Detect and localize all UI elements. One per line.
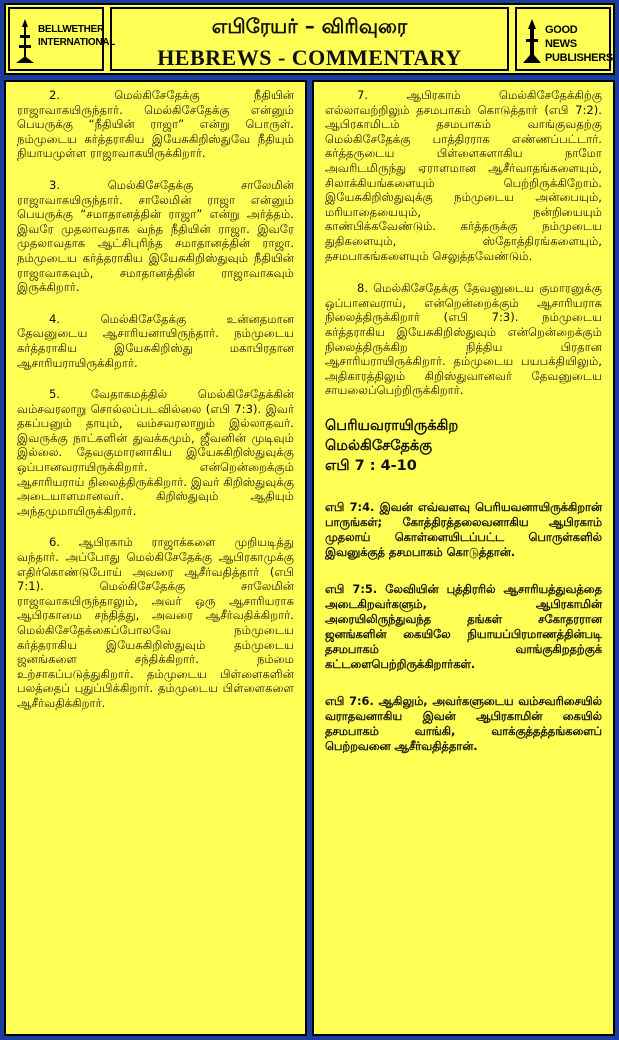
paragraph-5: 5. வேதாகமத்தில் மெல்கிசேதேக்கின் வம்சவரலாறு சொல்லப்படவில்லை (எபி 7:3). இவர் தகப்பனும் தாயும், வம்சவரலாறும் இல்லாதவர். இவருக்கு நாட்களின் துவக்கமும், ஜீவனின் முடிவும் இல்லை. தேவகுமாரனாகிய இயேசுகிறிஸ்துவுக்கு ஒப்பானவராயிருக்கிறார். என்றென்றைக்கும் ஆசாரியராய் நிலைத்திருக்கிறார். இவர் கிறிஸ்துவுக்கு அடையாளமானவர். கிறிஸ்துவும் ஆதியும் அந்தமுமாயிருக்கிறார். <box>17 387 294 518</box>
paragraph-8: 8. மெல்கிசேதேக்கு தேவனுடைய குமாரனுக்கு ஒப்பானவராய், என்றென்றைக்கும் ஆசாரியராக நிலைத்திருக்கிறார் (எபி 7:3). நம்முடைய கர்த்தராகிய இயேசுகிறிஸ்துவும் என்றென்றைக்கும் நிலைத்திருக்கிற நித்திய பிரதான ஆசாரியராயிருக்கிறார். தம்முடைய பயபக்தியிலும், அதிகாரத்திலும் கிறிஸ்துவானவர் தேவனுடைய சாயலைப்பெற்றிருக்கிறார். <box>325 281 602 398</box>
section-heading <box>325 416 602 476</box>
left-logo-line-2: INTERNATIONAL <box>38 37 116 48</box>
paragraph-7: 7. ஆபிரகாம் மெல்கிசேதேக்கிற்கு எல்லாவற்றிலும் தசமபாகம் கொடுத்தார் (எபி 7:2). ஆபிரகாமிடம் தசமபாகம் வாங்குவதற்கு மெல்கிசேதேக்கு பாத்திரராக எண்ணப்பட்டார். கர்த்தருடைய பிள்ளைகளாகிய நாமோ அவரிடமிருந்து ஏராளமான ஆசீர்வாதங்களையும், சிலாக்கியங்களையும் பெற்றிருக்கிறோம். இயேசுகிறிஸ்துவுக்கு நம்முடைய அன்பையும், மரியாதையையும், நன்றியையும் காண்பிக்கவேண்டும். கர்த்தருக்கு நம்முடைய துதிகளையும், ஸ்தோத்திரங்களையும், தசமபாகங்களையும் செலுத்தவேண்டும். <box>325 88 602 263</box>
section-heading-reference: எபி 7 : 4-10 <box>325 457 417 474</box>
bellwether-logo <box>8 7 116 71</box>
left-logo-line-1: BELLWETHER <box>38 24 104 35</box>
paragraph-2: 2. மெல்கிசேதேக்கு நீதியின் ராஜாவாகயிருந்தார். மெல்கிசேதேக்கு என்னும் பெயருக்கு “நீதியின் ராஜா” என்று பொருள். நம்முடைய கர்த்தராகிய இயேசுகிறிஸ்துவே நீதியும் நியாயமுள்ள ராஜாவாகயிருக்கிறார். <box>17 88 294 161</box>
page-title-english: HEBREWS - COMMENTARY <box>157 45 462 70</box>
title-box <box>110 7 509 71</box>
bell-tower-icon <box>14 17 36 65</box>
verse-7-4: எபி 7:4. இவன் எவ்வளவு பெரியவனாயிருக்கிறான் பாருங்கள்; கோத்திரத்தலைவனாகிய ஆபிரகாம் முதலாய் கொள்ளையிடப்பட்ட பொருள்களில் இவனுக்குத் தசமபாகம் கொடுத்தான். <box>325 499 602 559</box>
tower-icon <box>521 17 543 65</box>
section-heading-line-2: மெல்கிசேதேக்கு <box>325 437 433 454</box>
good-news-logo <box>515 7 611 71</box>
verse-7-6: எபி 7:6. ஆகிலும், அவர்களுடைய வம்சவரிசையில் வராதவனாகிய இவன் ஆபிரகாமின் கையில் தசமபாகம் வாங்கி, வாக்குத்தத்தங்களைப் பெற்றவனை ஆசீர்வதித்தான். <box>325 693 602 753</box>
page-title-tamil: எபிரேயர் – விரிவுரை <box>211 14 408 38</box>
right-logo-line-2: PUBLISHERS <box>545 52 613 64</box>
paragraph-6: 6. ஆபிரகாம் ராஜாக்களை முறியடித்து வந்தார். அப்போது மெல்கிசேதேக்கு ஆபிரகாமுக்கு எதிர்கொண்டுபோய் அவரை ஆசீர்வதித்தார் (எபி 7:1). மெல்கிசேதேக்கு சாலேமின் ராஜாவாகயிருந்தாலும், அவர் ஒரு ஆசாரியராக ஆபிரகாமை சந்தித்து, அவரை ஆசீர்வதிக்கிறார். மெல்கிசேதேக்கைப்போலவே நம்முடைய கர்த்தராகிய இயேசுகிறிஸ்துவும் தம்முடைய ஜனங்களை சந்திக்கிறார். நம்மை உற்சாகப்படுத்துகிறார். தம்முடைய பிள்ளைகளின் பலத்தைப் புதுப்பிக்கிறார். தம்முடைய பிள்ளைகளை ஆசீர்வதிக்கிறார். <box>17 535 294 710</box>
section-heading-line-1: பெரியவராயிருக்கிற <box>325 417 459 434</box>
paragraph-4: 4. மெல்கிசேதேக்கு உன்னதமான தேவனுடைய ஆசாரியனாயிருந்தார். நம்முடைய கர்த்தராகிய இயேசுகிறிஸ்து மகாபிரதான ஆசாரியராயிருக்கிறார். <box>17 311 294 370</box>
right-column <box>312 80 615 1036</box>
left-column <box>4 80 307 1036</box>
paragraph-3: 3. மெல்கிசேதேக்கு சாலேமின் ராஜாவாகயிருந்தார். சாலேமின் ராஜா என்னும் பெயருக்கு “சமாதானத்தின் ராஜா” என்று அர்த்தம். இவரே முதலாவதாக வந்த நீதியின் ராஜா. இவரே முதலாவதாக ஆட்சிபுரிந்த சமாதானத்தின் ராஜா. நம்முடைய கர்த்தராகிய இயேசுகிறிஸ்துவும் நீதியின் ராஜாவாகவும், சமாதானத்தின் ராஜாவாகவும் இருக்கிறார். <box>17 177 294 295</box>
header-banner <box>4 3 615 75</box>
verse-7-5: எபி 7:5. லேவியின் புத்திரரில் ஆசாரியத்துவத்தை அடைகிறவர்களும், ஆபிரகாமின் அரையிலிருந்துவந்த தங்கள் சகோதரரான ஜனங்களின் கையிலே நியாயப்பிரமாணத்தின்படி தசமபாகம் வாங்குகிறதற்குக் கட்டளைபெற்றிருக்கிறார்கள். <box>325 581 602 671</box>
right-logo-line-1: GOOD NEWS <box>545 24 578 50</box>
